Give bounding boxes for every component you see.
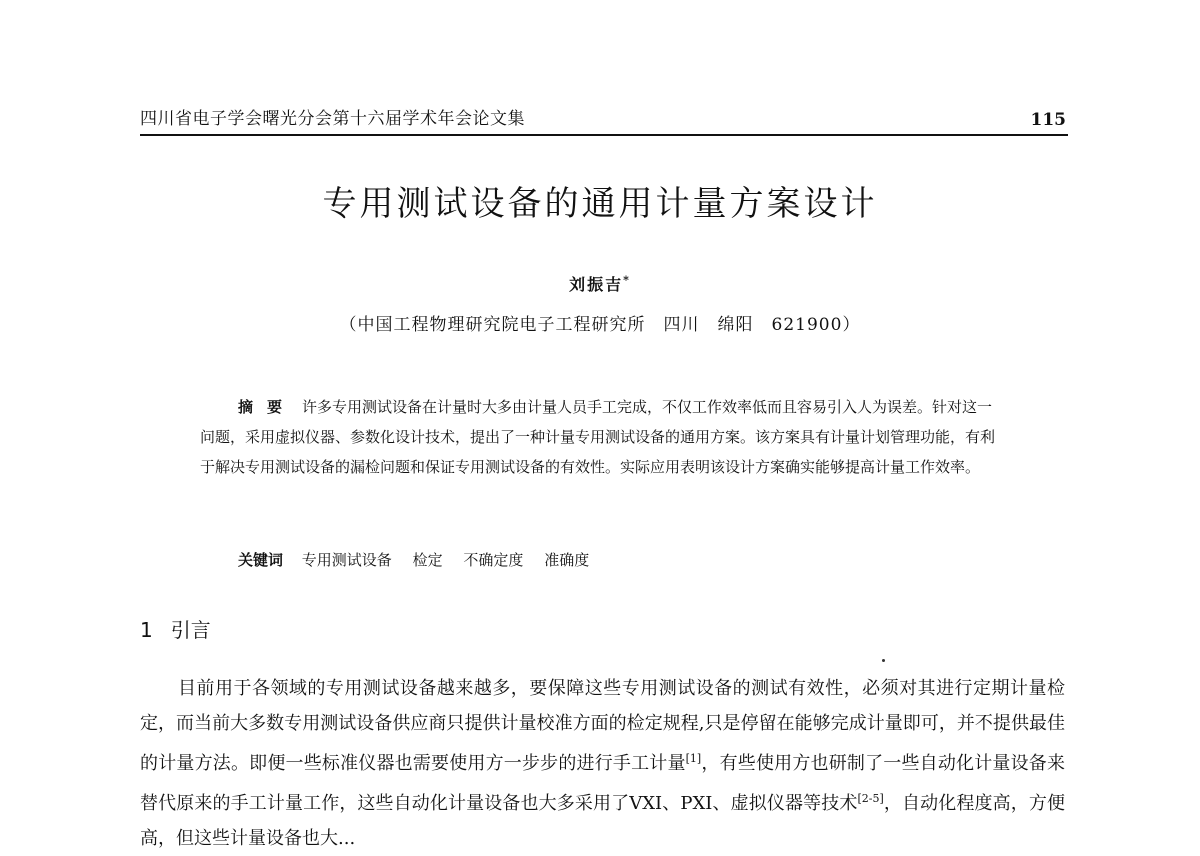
keywords bbox=[238, 549, 605, 570]
keyword: 检定 bbox=[412, 551, 443, 569]
body-text-part3: ，自动化程度高，方便高，但这些计量设备也大... bbox=[140, 793, 1065, 849]
section-number: 1 bbox=[140, 618, 153, 642]
scan-speck bbox=[882, 659, 885, 662]
keyword: 不确定度 bbox=[463, 551, 524, 569]
keywords-label: 关键词 bbox=[238, 551, 284, 569]
author-affiliation: （中国工程物理研究院电子工程研究所 四川 绵阳 621900） bbox=[339, 315, 861, 335]
author-line bbox=[0, 272, 1200, 295]
abstract-text: 许多专用测试设备在计量时大多由计量人员手工完成，不仅工作效率低而且容易引入人为误差。针对这一问题，采用虚拟仪器、参数化设计技术，提出了一种计量专用测试设备的通用方案。该方案具有计量计划管理功能，有利于解决专用测试设备的漏检问题和保证专用测试设备的有效性。实际应用表明该设计方案确实能够提高计量工作效率。 bbox=[200, 398, 996, 476]
body-text-part2: ，有些使用方也研制了一些自动化计量设备来替代原来的手工计量工作，这些自动化计量设备也大多采用了VXI、PXI、虚拟仪器等技术 bbox=[140, 753, 1065, 814]
keyword: 准确度 bbox=[544, 551, 590, 569]
page-number: 115 bbox=[1030, 110, 1066, 130]
section-title: 引言 bbox=[170, 618, 211, 642]
section-heading-introduction bbox=[140, 614, 211, 643]
abstract-label: 摘要 bbox=[238, 398, 297, 416]
author-footnote-mark: * bbox=[623, 273, 631, 287]
author-name: 刘振吉 bbox=[569, 275, 624, 294]
running-header bbox=[140, 100, 1068, 136]
citation-ref: [2-5] bbox=[857, 792, 884, 805]
journal-name: 四川省电子学会曙光分会第十六届学术年会论文集 bbox=[140, 109, 525, 129]
abstract bbox=[200, 392, 1000, 482]
body-text-part1: 目前用于各领域的专用测试设备越来越多，要保障这些专用测试设备的测试有效性，必须对其进行定期计量检定，而当前大多数专用测试设备供应商只提供计量校准方面的检定规程,只是停留在能够完成计量即可，并不提供最佳的计量方法。即便一些标准仪器也需要使用方一步步的进行手工计量 bbox=[140, 678, 1065, 774]
citation-ref: [1] bbox=[685, 752, 702, 765]
keyword: 专用测试设备 bbox=[301, 551, 392, 569]
paper-title: 专用测试设备的通用计量方案设计 bbox=[322, 184, 878, 224]
body-paragraph bbox=[140, 671, 1065, 856]
